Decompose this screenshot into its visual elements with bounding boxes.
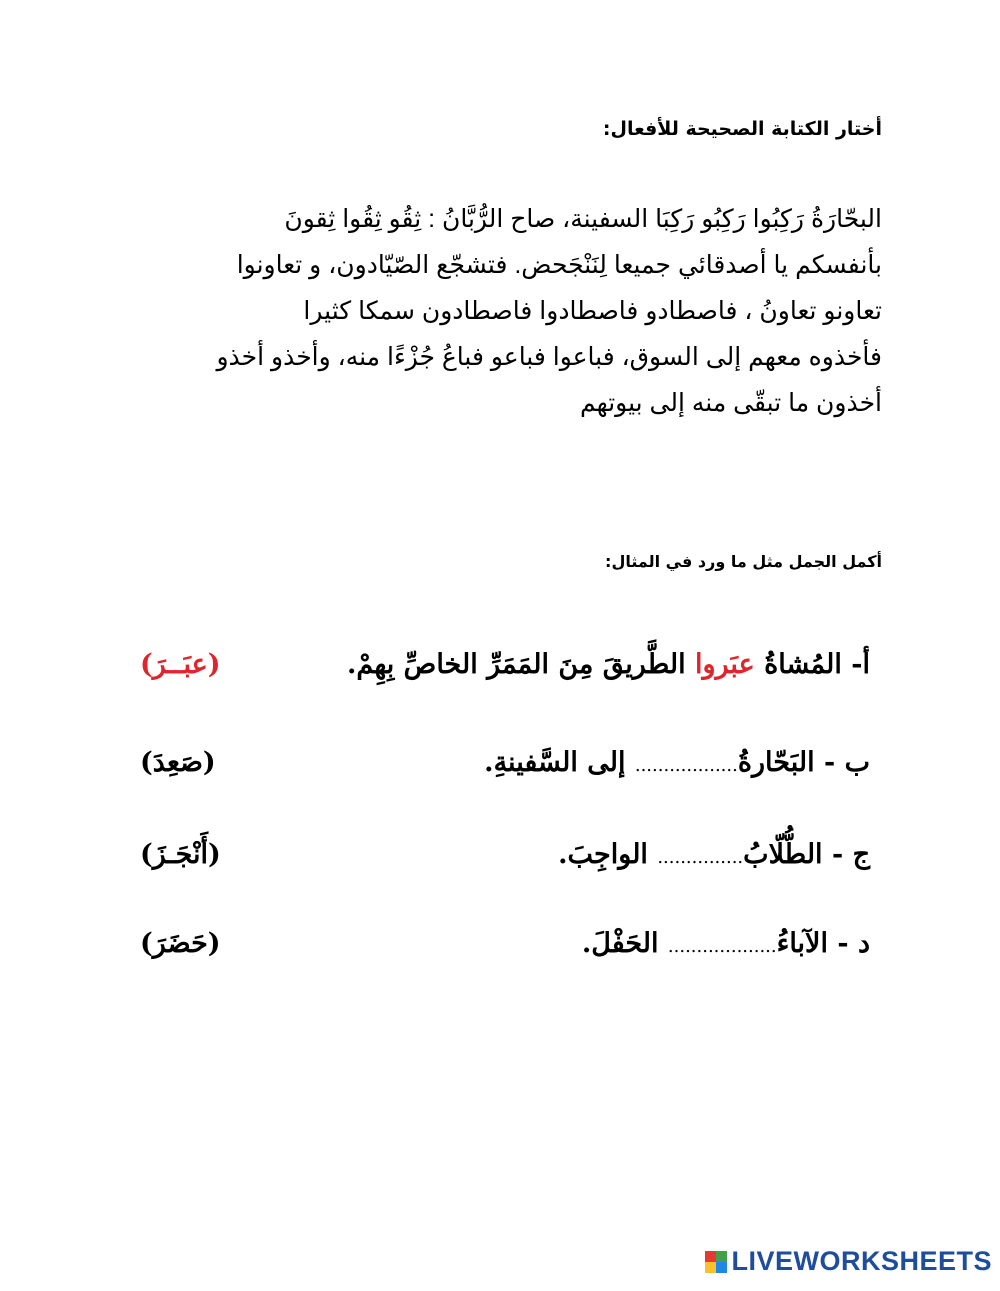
sentence-suffix: الواجِبَ.	[558, 838, 658, 870]
sentence-prefix: د - الآباءُ	[776, 927, 870, 959]
answer-blank[interactable]: ...............	[657, 846, 744, 868]
sentence-prefix: ج - الطُّلّابُ	[743, 838, 870, 870]
exercise-row-b	[140, 734, 870, 790]
liveworksheets-logo[interactable]	[705, 1246, 992, 1277]
heading-complete-sentences: أكمل الجمل مثل ما ورد في المثال:	[605, 552, 882, 571]
verb-hint: (أَنْجَـزَ)	[140, 838, 221, 870]
verb-hint: (حَضَرَ)	[140, 927, 221, 959]
exercise-row-d	[140, 915, 870, 971]
exercise-sentence	[582, 928, 870, 959]
story-paragraph	[102, 196, 882, 426]
answer-blank[interactable]: ..................	[634, 754, 738, 776]
answer-blank[interactable]: ...................	[667, 935, 777, 957]
paragraph-line: تعاونو تعاونُ ، فاصطادو فاصطادوا فاصطادون سمكا كثيرا	[303, 297, 882, 325]
exercise-sentence	[347, 649, 870, 680]
example-answer: عبَروا	[694, 648, 755, 680]
sentence-suffix: الطَّريقَ مِنَ المَمَرِّ الخاصِّ بِهِمْ.	[346, 648, 695, 680]
logo-squares-icon	[705, 1251, 727, 1273]
paragraph-line: أخذون ما تبقّى منه إلى بيوتهم	[580, 389, 882, 417]
heading-choose-correct-verbs: أختار الكتابة الصحيحة للأفعال:	[602, 118, 882, 140]
sentence-prefix: ب - البَحّارةُ	[737, 746, 870, 778]
sentence-suffix: إلى السَّفينةِ.	[484, 746, 635, 778]
logo-text: LIVEWORKSHEETS	[731, 1246, 992, 1276]
verb-hint: (عبَــرَ)	[140, 648, 221, 680]
paragraph-line: البحّارَةُ رَكِبُوا رَكِبُو رَكِبَا السفينة، صاح الرُّبَّانُ : ثِقُو ثِقُوا ثِقونَ	[284, 205, 882, 233]
paragraph-line: فأخذوه معهم إلى السوق، فباعوا فباعو فباعُ جُزْءًا منه، وأخذو أخذو	[216, 343, 882, 371]
exercise-sentence	[484, 747, 870, 778]
exercise-sentence	[558, 839, 870, 870]
sentence-suffix: الحَفْلَ.	[581, 927, 668, 959]
verb-hint: (صَعِدَ)	[140, 746, 216, 778]
exercise-row-a	[140, 636, 870, 692]
paragraph-line: بأنفسكم يا أصدقائي جميعا لِنَنْجَحض. فتشجّع الصّيّادون، و تعاونوا	[236, 251, 882, 279]
sentence-prefix: أ- المُشاةُ	[754, 648, 870, 680]
exercise-row-c	[140, 826, 870, 882]
